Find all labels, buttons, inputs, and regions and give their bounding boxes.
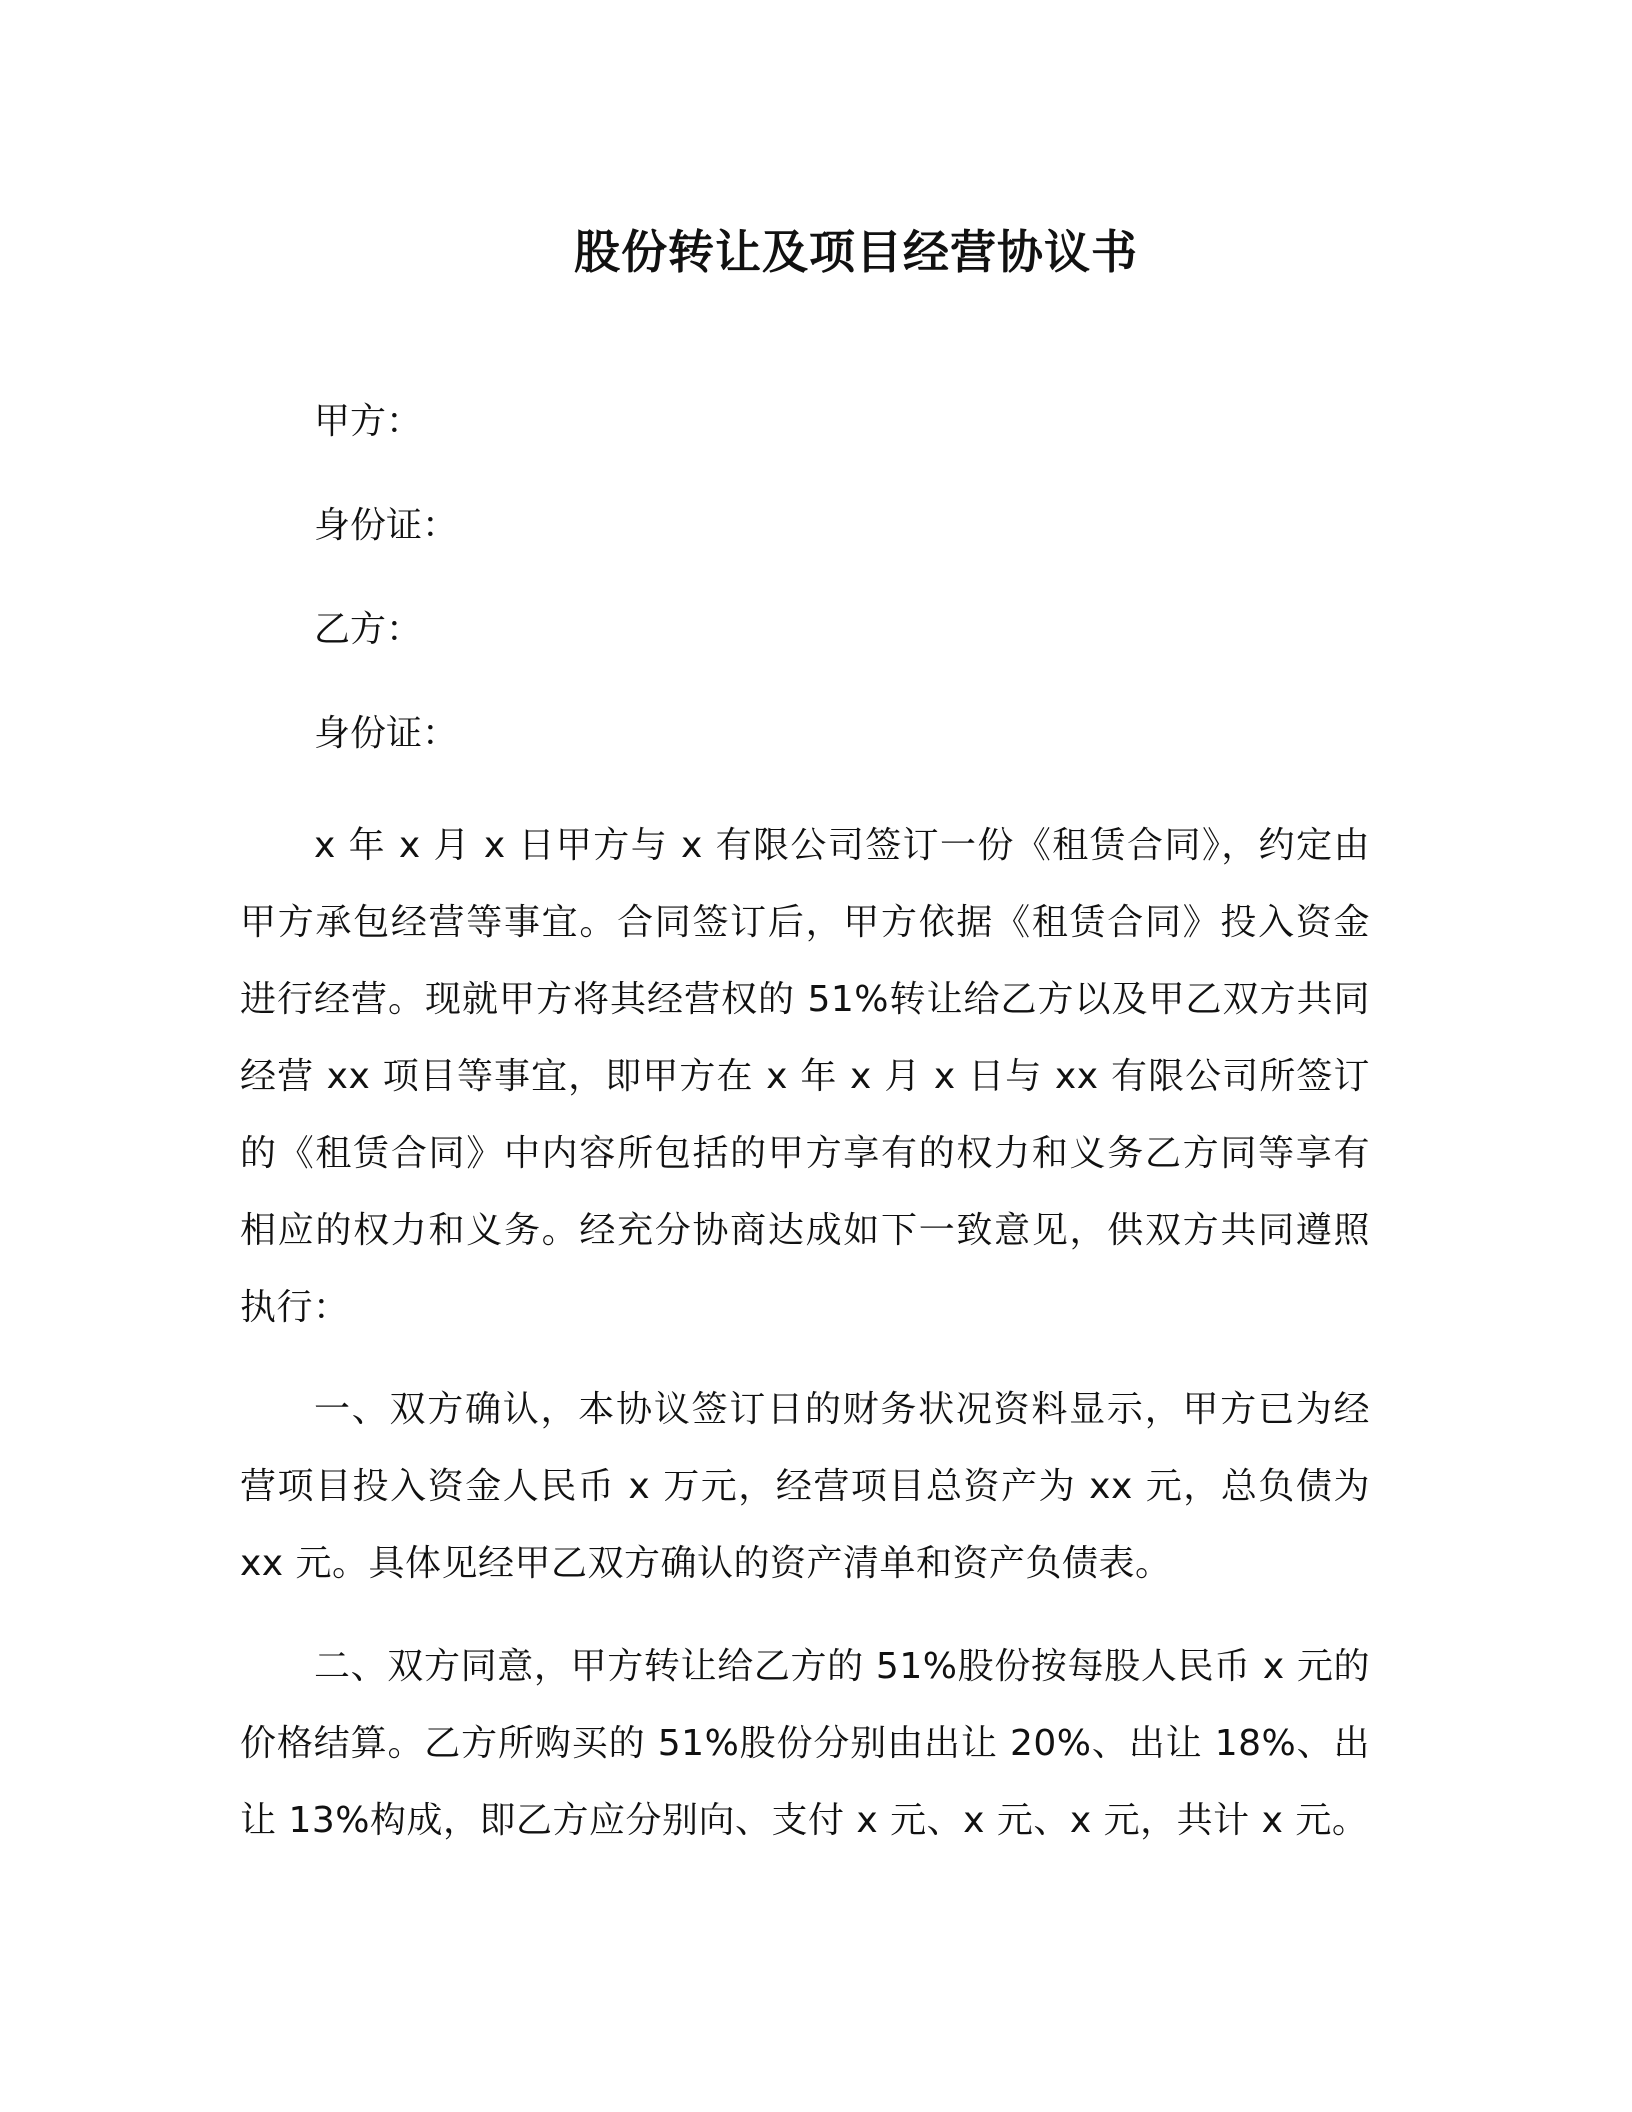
clause-1-paragraph: 一、双方确认，本协议签订日的财务状况资料显示，甲方已为经营项目投入资金人民币 x 万元，经营项目总资产为 xx 元，总负债为 xx 元。具体见经甲乙双方确认的资产清单和资产负债表。	[240, 1389, 1370, 1584]
clause-2-paragraph: 二、双方同意，甲方转让给乙方的 51%股份按每股人民币 x 元的价格结算。乙方所购买的 51%股份分别由出让 20%、出让 18%、出让 13%构成，即乙方应分别向、支付 x 元、x 元、x 元，共计 x 元。	[240, 1646, 1370, 1841]
party-b-label: 乙方：	[314, 609, 423, 650]
document-title: 股份转让及项目经营协议书	[574, 225, 1138, 279]
party-a-id-label: 身份证：	[314, 505, 459, 546]
party-a-label: 甲方：	[314, 401, 423, 442]
party-b-id-label: 身份证：	[314, 713, 459, 754]
intro-paragraph: x 年 x 月 x 日甲方与 x 有限公司签订一份《租赁合同》，约定由甲方承包经营等事宜。合同签订后，甲方依据《租赁合同》投入资金进行经营。现就甲方将其经营权的 51%转让给乙方以及甲乙双方共同经营 xx 项目等事宜，即甲方在 x 年 x 月 x 日与 xx 有限公司所签订的《租赁合同》中内容所包括的甲方享有的权力和义务乙方同等享有相应的权力和义务。经充分协商达成如下一致意见，供双方共同遵照执行：	[240, 825, 1370, 1328]
